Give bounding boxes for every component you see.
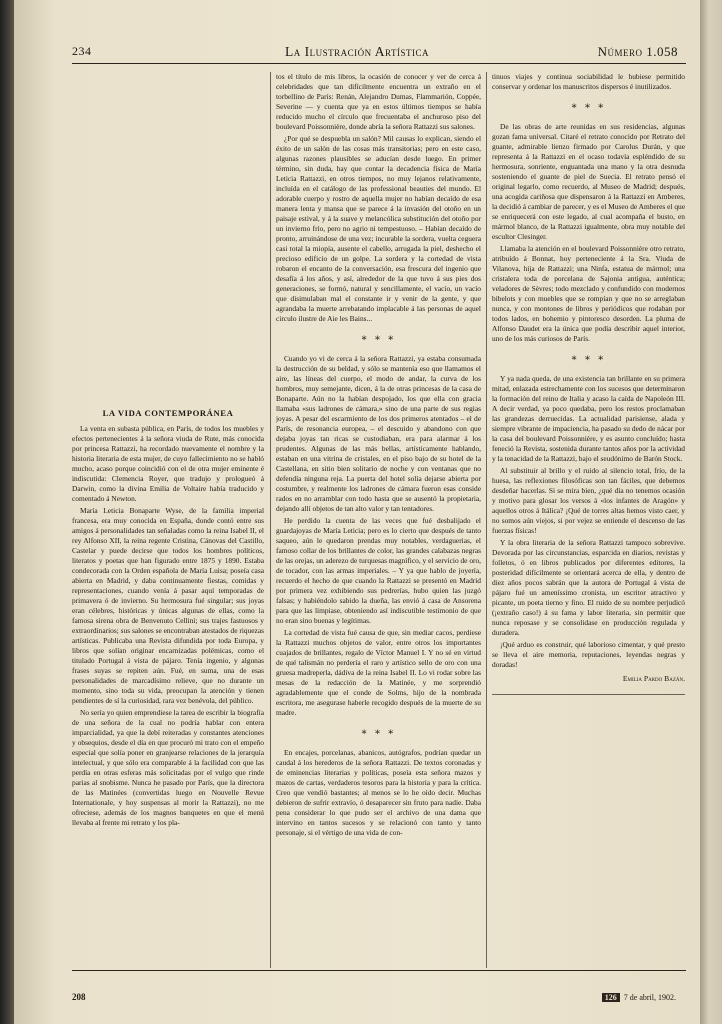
footer-stamp	[602, 993, 676, 1002]
paragraph: Al substituir al brillo y el ruido al silencio total, frío, de la huesa, las reflexiones filosóficas son tan fáciles, que debemos desdeñar hacerlas. Si se mira bien, ¿qué día no tenemos ocasión y motivo para glosar los versos á «los infantes de Aragón» y aquellos otros á Itálica? ¡Qué de torres altas hemos visto caer, y no somos aún viejos, si por vejez se entiende el descenso de las fuerzas físicas!	[492, 466, 685, 535]
stamp-code-badge: 126	[602, 993, 620, 1002]
column-1	[72, 72, 264, 968]
blank-space	[72, 72, 264, 402]
author-signature: Emilia Pardo Bazán.	[622, 674, 685, 683]
paragraph: La venta en subasta pública, en París, de todos los muebles y efectos pertenecientes á la señora viuda de Rute, más conocida por princesa Rattazzi, ha recordado nuevamente el nombre y la historia literaria de esta mujer, de cuyo fallecimiento no se habló mucho, acaso porque coincidió con el de otra mujer eminente é indiscutida: Clemencia Royer, que tradujo y prologueó á Darwin, como la divina Emilia de Voltaire había traducido y comentado á Newton.	[72, 424, 264, 503]
section-ornament: ∗ ∗ ∗	[360, 727, 397, 738]
paragraph: La cortedad de vista fué causa de que, sin mediar cacos, perdiese la Rattazzi muchos objetos de valor, entre otros los importantes cuajados de brillantes, regalo de Víctor Manuel I. Y no sé en virtud de qué talismán no perdería el raro y artístico sello de oro con una gruesa madreperla, dádiva de la reina Isabel II. Lo vi rodar sobre las mesas de la redacción de la Matinée, y me sorprendió agradablemente que el conde de Solms, hijo de la nombrada escritora, me asegurase haberle recogido después de la muerte de su madre.	[276, 628, 481, 717]
header-issue-number: Número 1.058	[597, 44, 678, 59]
section-ornament: ∗ ∗ ∗	[570, 101, 607, 112]
paragraph: ¡Qué arduo es construir, qué laborioso cimentar, y qué presto se lleva el aire memoria, reputaciones, leyendas negras y doradas!	[492, 640, 685, 669]
paragraph: María Leticia Bonaparte Wyse, de la familia imperial francesa, era muy conocida en España, donde contó entre sus amigos á personalidades tan señaladas como la reina Isabel II, el rey Alfonso XII, la reina regente Cristina, Cánovas del Castillo, Castelar y puede decirse que todos los hombres políticos, literatos y poetas que han figurado entre 1875 y 1890. Estaba condecorada con la Orden española de María Luisa; poseía casa abierta en Madrid, y daba continuamente fiestas, comidas y representaciones, cuando venía á pasar aquí temporadas de primavera ó de invierno. Su hermosura fué singular; sus joyas eran célebres, históricas y únicas algunas de ellas, como la famosa sirena obra de Benvenuto Cellini; sus trajes fastuosos y extraordinarios; sus salones se encontraban atestados de riquezas artísticas. Publicaba una Revista difundida por toda Europa, y libros que solían originar encarnizadas polémicas, como el titulado Portugal á vista de pájaro. Tenía ingenio, y algunas frases suyas se repiten aún. Fué, en suma, una de esas personalidades de marcadísimo relieve, que no durante un momento, sino toda su vida, preocupan la atención y tienen pendientes de sí la curiosidad, rara vez benévola, del público.	[72, 506, 264, 705]
header-rule	[72, 63, 686, 64]
paragraph: He perdido la cuenta de las veces que fué desbalijado el guardajoyas de María Leticia; pero es lo cierto que después de tanto saqueo, aún le quedaron prendas muy notables, verdaguerias, el famoso collar de los brillantes de color, las grandes calabazas negras de las orejas, un aderezo de turquesas magnífico, y el servicio de oro, de tocador, con las armas imperiales. – Y ya que hablo de joyería, recuerdo el hecho de que cuando la Rattazzi se presentó en Madrid por primera vez exhibiendo sus pedrerías, hubo quien las juzgó falsas; y habiéndolo sabido la dueña, las envió á casa de Ansorena para que las limpiase, obteniendo así indiscutible testimonio de que no eran sino buenas y legítimas.	[276, 516, 481, 625]
header-page-number: 234	[72, 44, 92, 58]
paragraph: En encajes, porcelanas, abanicos, autógrafos, podrían quedar un caudal á los herederos de la señora Rattazzi. De textos coronadas y de eminencias literarias y políticas, poseía esta señora mazos y mazos de cartas, verdaderos tesoros para la historia y para la crítica. Creo que vendió bastantes; al menos se lo he oído decir. Muchas debieron de sufrir extravío, ó desaparecer sin fruto para nadie. Daba pena considerar lo que pudo ser el archivo de una dama que intervino en tantos sucesos y se relacionó con tanto y tanto personaje, si el vértigo de una vida de con-	[276, 748, 481, 837]
paragraph: No sería yo quien emprendiese la tarea de escribir la biografía de una señora de la cual no podría hablar con entera imparcialidad, ya que la debí reiteradas y constantes atenciones y obsequios, desde el día en que procuró mi trato con el empeño especial que solía poner en granjearse relaciones de la jerarquía intelectual, y que sólo era comparable á la facilidad con que las perdía en otras esferas más solicitadas por el vulgo que rinde parias al snobisme. Nunca he pasado por París, que la directora de las Matinées (convertidas luego en Nouvelle Revue Internationale, y hoy suspensas al morir la Rattazzi), no me ofreciese, además de los magnos banquetes en que el menú llevaba al frente mi retrato y los pla-	[72, 708, 264, 827]
section-ornament: ∗ ∗ ∗	[570, 353, 607, 364]
column-divider-1	[270, 72, 271, 968]
paragraph: ¿Por qué se despuebla un salón? Mil causas lo explican, siendo el éxito de un salón de las cosas más transitorias; pero en este caso, algunas razones plausibles se aducían desde luego. En primer término, sin duda, hay que contar la decadencia física de María Leticia Rattazzi, en otros tiempos, no muy lejanos relativamente, incluída en el catálogo de las professional beauties del mundo. El adorable cuerpo y rostro de aquella mujer no habían decaído de esa manera lenta y mansa que se parece á la invasión del otoño en un paisaje estival, y á la suave y melancólica substitución del otoño por un invierno frío, pero no agrio ni tempestuoso. – Habían decaído de pronto, arruinándose de una vez; incurable la sordera, vuelta ceguera casi total la miopía, ausente el cabello, arrugada la piel, deshecho el precioso edificio de un golpe. La sordera y la cortedad de vista robaron el encanto de la conversación, esa frescura del ingenio que desafía á los años, y así, alrededor de la que tuvo á sus pies dos generaciones, se formó, natural y sencillamente, el vacío, un vacío que disimulaban mal el constante ir y venir de la gente, y que agrandaba la muerte arrebatando implacable á las personas de aquel círculo ilustre de Aie les Bains...	[276, 134, 481, 323]
book-spine	[0, 0, 14, 1024]
journal-page	[14, 0, 700, 1024]
paragraph: Y la obra literaria de la señora Rattazzi tampoco sobrevive. Devorada por las circunstancias, esparcida en diarios, revistas y folletos, ó en libros publicados por diferentes editores, la posteridad difícilmente se orientará acerca de ella, y dentro de diez años pocos sabrán que la autora de Portugal á vista de pájaro fué un ameníssimo cronista, un escritor atractivo y picante, un poeta tierno y fino. El ruido de su nombre perjudicó (¡extraño caso!) á su fama y labor literaria, sin permitir que nunca reposase y se consolidase en producción regulada y duradera.	[492, 538, 685, 637]
section-heading: LA VIDA CONTEMPORÁNEA	[102, 408, 234, 418]
column-3	[492, 72, 685, 968]
column-divider-2	[486, 72, 487, 968]
next-page-edge	[700, 0, 722, 1024]
section-ornament: ∗ ∗ ∗	[360, 333, 397, 344]
header-title: La Ilustración Artística	[285, 44, 429, 59]
paragraph: De las obras de arte reunidas en sus residencias, algunas gozan fama universal. Citaré el retrato conocido por Retrato del guante, admirable lienzo firmado por Carolus Durán, y que representa á la Rattazzi en el ocaso todavía espléndido de su hermosura, sonriente, enguantada una mano y la otra desnuda sosteniendo el guante de piel de Suecia. El retrato pensó el original legarlo, como recuerdo, al Museo de Madrid; después, una acogida cariñosa que dispensaron á la Rattazzi en Amberes, la decidió á cambiar de parecer, y es el Museo de Amberes el que se enriquecerá con este legado, al cual acompaña el busto, en mármol blanco, de la Rattazzi igualmente, obra muy notable del escultor Clesinger.	[492, 122, 685, 241]
footer-date: 7 de abril, 1902.	[623, 993, 676, 1002]
paragraph: Cuando yo vi de cerca á la señora Rattazzi, ya estaba consumada la destrucción de su beldad, y sólo se mantenía eso que llamamos el aire, las líneas del cuerpo, el modo de andar, la curva de los hombros, muy semejante, dicen, á la de otras princesas de la casa de Bonaparte. Aún no la habían despojado, los que ella con gracia llamaba «sus ladrones de cámara,» sino de una parte de sus regias joyas. A pesar del escarmiento de los dos primeros atentados – el de París, de resonancia europea, – el descuido y abandono con que dejaba joyas tan ricas se custodiaban, era para alarmar á los prudentes. Algunas de las más bellas, artísticamente hablando, estaban en una vitrina de cristales, en el piso bajo de su hotel de la Castellana, en sitio bien solitario de noche y con ventanas que no defendía ninguna reja. La puerta del hotel solía dejarse abierta por costumbre, y realmente los ladrones de cámara fueron esas conside rados en no arramblar con todo hasta que se ausentó la propietaria, dejando allí objetos de tan alto valor y tan tentadores.	[276, 354, 481, 513]
paragraph: Y ya nada queda, de una existencia tan brillante en su primera mitad, enlazada estrechamente con los sucesos que determinaron la formación del reino de Italia y acaso la caída de Napoleón III. A decir verdad, ya poco quedaba, pero los restos proclamaban las grandezas derruecidas. La actualidad parisiense, alada y siempre vibrante de impaciencia, ha pasado su dedo de nácar por la casa del boulevard Poissonnière, y es asunto concluído; hasta feneció la Revista, sostenida durante tantos años por la actividad y la tenacidad de la Rattazzi, bajo el seudónimo de Barón Stock.	[492, 374, 685, 463]
paragraph: tos el título de mis libros, la ocasión de conocer y ver de cerca á celebridades que tan difícilmente encuentra un extraño en el torbellino de París: Renán, Alejandro Dumas, Flammarión, Coppée, Severine — y cuenta que ya en estos últimos tiempos se había reducido mucho el círculo que frecuentaba el anchuroso piso del boulevard Poissonnière, donde abría la señora Rattazzi sus salones.	[276, 72, 481, 131]
paragraph: tinuos viajes y continua sociabilidad le hubiese permitido conservar y ordenar los manuscritos dispersos é inutilizados.	[492, 72, 685, 91]
column-2	[276, 72, 481, 968]
article-end-rule	[492, 694, 685, 695]
footer-rule	[72, 970, 686, 971]
footer-folio: 208	[72, 992, 86, 1002]
paragraph: Llamaba la atención en el boulevard Poissonnière otro retrato, atribuído á Bonnat, hoy perteneciente á la Sra. Viuda de Vilanova, hija de Rattazzi; una Ninfa, estatua de mármol; una cristalera toda de porcelana de Sajonia antigua, auténtica; veladores de Sèvres; todo mezclado y confundido con modernos bibelots y con muebles que se rompían y que no se arreglaban nunca, y con montones de libros y periódicos que rodaban por todos lados, en bohemio y pintoresco desorden. La pluma de Alfonso Daudet era la única que podía describir aquel interior, uno de los más curiosos de París.	[492, 244, 685, 343]
